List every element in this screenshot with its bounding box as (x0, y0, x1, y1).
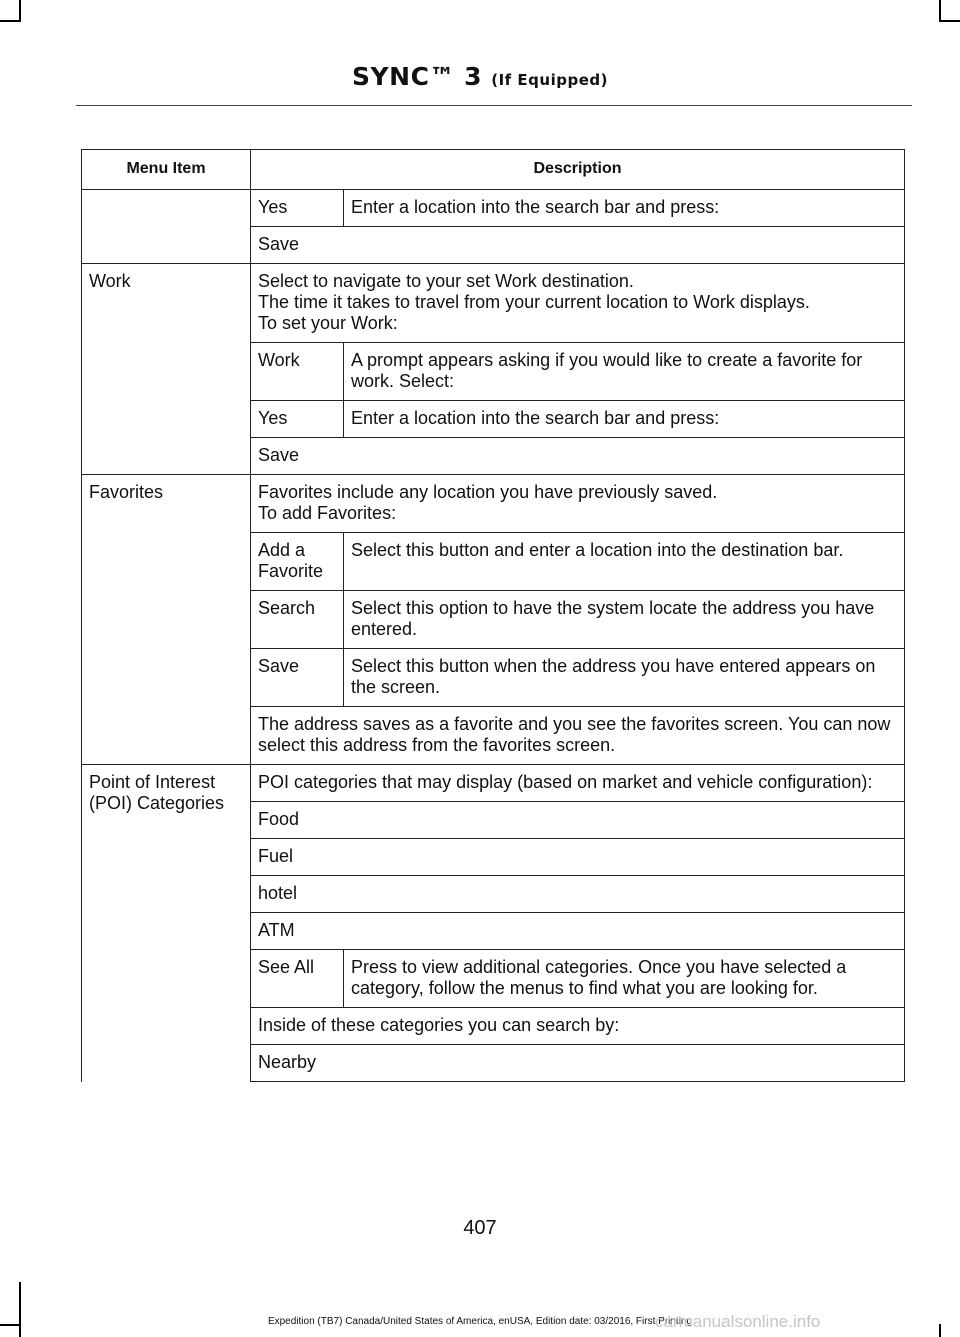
favorites-line-2: To add Favorites: (258, 503, 397, 523)
crop-mark (939, 0, 941, 22)
col-header-description: Description (251, 150, 905, 190)
header-divider (76, 105, 912, 106)
poi-food: Food (251, 802, 905, 839)
sub-text: Enter a location into the search bar and press: (344, 401, 905, 438)
poi-fuel: Fuel (251, 839, 905, 876)
favorites-line-1: Favorites include any location you have previously saved. (258, 482, 718, 502)
page-header (0, 62, 960, 91)
watermark: carmanualsonline.info (655, 1312, 821, 1331)
work-line-2: The time it takes to travel from your current location to Work displays. (258, 292, 810, 312)
sub-label-search: Search (251, 591, 344, 649)
sub-text: Select this button and enter a location into the destination bar. (344, 533, 905, 591)
poi-atm: ATM (251, 913, 905, 950)
work-line-3: To set your Work: (258, 313, 398, 333)
table-row (82, 190, 905, 227)
favorites-result: The address saves as a favorite and you see the favorites screen. You can now select this address from the favorites screen. (251, 707, 905, 765)
crop-mark (19, 0, 21, 22)
menu-table (81, 149, 905, 1082)
sub-label-work: Work (251, 343, 344, 401)
sub-text: A prompt appears asking if you would like to create a favorite for work. Select: (344, 343, 905, 401)
header-title: SYNC™ 3 (352, 62, 483, 91)
crop-mark (939, 20, 960, 22)
menu-item-work: Work (82, 264, 251, 475)
table-row (82, 765, 905, 802)
page-number: 407 (463, 1217, 497, 1239)
work-line-1: Select to navigate to your set Work destination. (258, 271, 634, 291)
poi-nearby: Nearby (251, 1045, 905, 1082)
sub-text: Select this option to have the system locate the address you have entered. (344, 591, 905, 649)
work-description (251, 264, 905, 343)
crop-mark (0, 20, 21, 22)
favorites-description (251, 475, 905, 533)
poi-inside-text: Inside of these categories you can search by: (251, 1008, 905, 1045)
sub-text: Press to view additional categories. Once you have selected a category, follow the menus to find what you are looking for. (344, 950, 905, 1008)
table-header-row (82, 150, 905, 190)
header-subtitle: (If Equipped) (491, 71, 608, 89)
poi-intro: POI categories that may display (based on market and vehicle configuration): (251, 765, 905, 802)
sub-text: Select this button when the address you have entered appears on the screen. (344, 649, 905, 707)
sub-label-yes: Yes (251, 190, 344, 227)
table-row (82, 475, 905, 533)
sub-label-add-favorite: Add a Favorite (251, 533, 344, 591)
col-header-menu-item: Menu Item (82, 150, 251, 190)
footer-edition: Expedition (TB7) Canada/United States of America, enUSA, Edition date: 03/2016, First Printing (267, 1316, 693, 1327)
sub-label-save: Save (251, 649, 344, 707)
crop-mark (19, 1282, 21, 1337)
save-text: Save (251, 438, 905, 475)
save-text: Save (251, 227, 905, 264)
sub-label-see-all: See All (251, 950, 344, 1008)
menu-item-favorites: Favorites (82, 475, 251, 765)
poi-hotel: hotel (251, 876, 905, 913)
table-row (82, 264, 905, 343)
sub-label-yes: Yes (251, 401, 344, 438)
menu-cell-empty (82, 190, 251, 264)
sub-text: Enter a location into the search bar and press: (344, 190, 905, 227)
menu-item-poi: Point of Interest (POI) Categories (82, 765, 251, 1082)
